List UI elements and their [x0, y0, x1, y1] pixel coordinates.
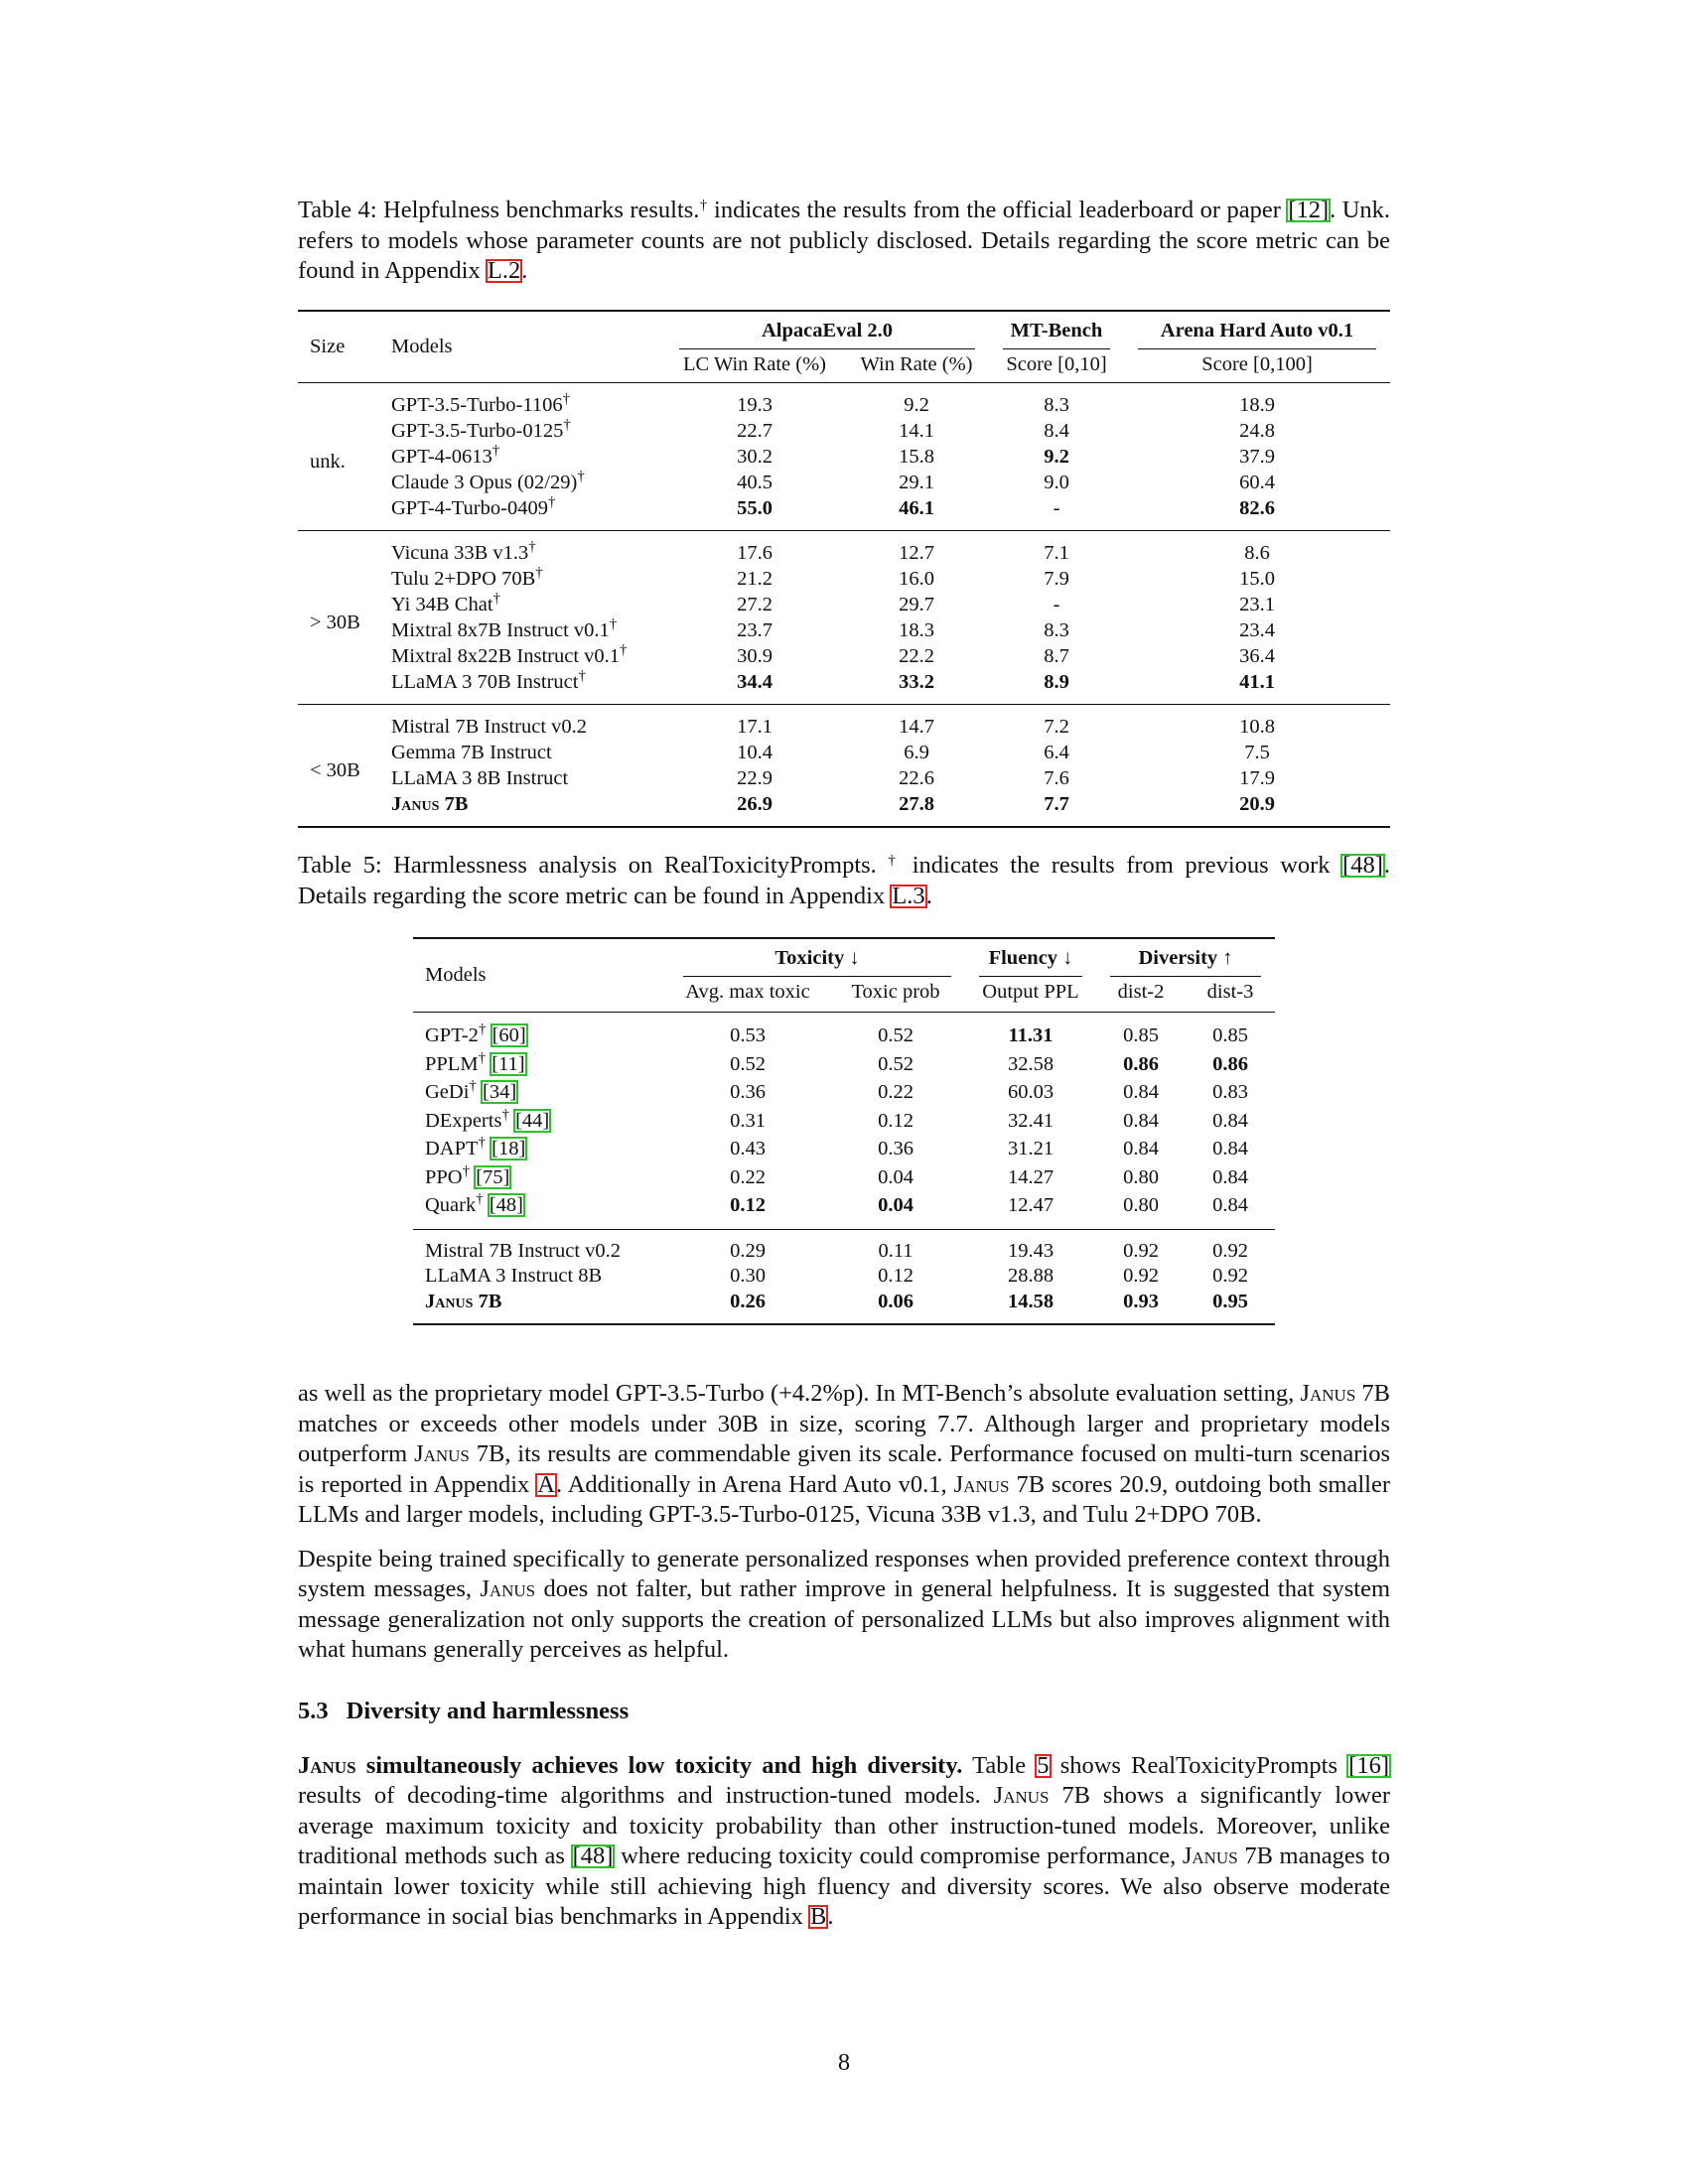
cell-avg: 0.30	[730, 1265, 766, 1287]
col-header-models: Models	[391, 336, 453, 357]
table-row	[298, 705, 1390, 741]
model-name: GeDi† [34]	[425, 1078, 517, 1103]
cell-avg: 0.29	[730, 1239, 766, 1262]
table-row	[298, 669, 1390, 705]
table-row	[298, 740, 1390, 765]
model-name: PPLM† [11]	[425, 1049, 525, 1075]
col-group-diversity: Diversity ↑	[1096, 938, 1275, 981]
table-row	[413, 1229, 1275, 1264]
table-row	[298, 566, 1390, 592]
cell-arena: 41.1	[1239, 671, 1275, 693]
cell-prob: 0.04	[878, 1165, 914, 1188]
table-row	[298, 495, 1390, 531]
cell-mt: 7.1	[1044, 542, 1069, 564]
model-name: Quark† [48]	[425, 1191, 524, 1216]
table-row	[413, 1191, 1275, 1229]
cell-prob: 0.04	[878, 1194, 914, 1216]
col-header-avg-max-toxic: Avg. max toxic	[685, 981, 810, 1003]
cell-d2: 0.85	[1123, 1024, 1159, 1046]
cell-win: 9.2	[904, 394, 929, 416]
cell-avg: 0.43	[730, 1138, 766, 1160]
cell-win: 22.2	[899, 645, 934, 667]
table-row	[413, 1078, 1275, 1107]
cell-arena: 10.8	[1239, 716, 1275, 738]
table-row	[298, 470, 1390, 495]
cell-d3: 0.86	[1212, 1052, 1248, 1075]
table-link[interactable]: 5	[1037, 1751, 1050, 1779]
cell-win: 46.1	[899, 497, 934, 519]
model-name: Mixtral 8x22B Instruct v0.1†	[391, 642, 628, 667]
cell-avg: 0.26	[730, 1290, 766, 1312]
cell-lc: 40.5	[737, 472, 773, 493]
table5-wrapper	[413, 937, 1275, 1325]
cell-arena: 23.1	[1239, 594, 1275, 615]
col-header-dist3: dist-3	[1206, 981, 1254, 1003]
table5-caption: Table 5: Harmlessness analysis on RealToxicityPrompts. † indicates the results from previous work [48]. Details regarding the score metric can be found in Appendix L.3.	[298, 852, 1391, 909]
citation-link[interactable]: [48]	[572, 1843, 614, 1869]
table-row	[298, 765, 1390, 791]
cell-win: 12.7	[899, 542, 934, 564]
cell-avg: 0.36	[730, 1081, 766, 1103]
cell-ppl: 31.21	[1007, 1138, 1055, 1160]
cell-lc: 17.6	[737, 542, 773, 564]
cell-win: 27.8	[899, 793, 934, 815]
cell-ppl: 14.58	[1007, 1290, 1055, 1312]
cell-ppl: 60.03	[1007, 1081, 1055, 1103]
col-group-fluency: Fluency ↓	[965, 938, 1096, 981]
cell-win: 6.9	[904, 742, 929, 763]
cell-avg: 0.22	[730, 1165, 766, 1188]
cell-d2: 0.84	[1123, 1109, 1159, 1132]
cell-prob: 0.12	[878, 1265, 914, 1287]
table4-caption-block	[298, 196, 1390, 287]
table4	[298, 310, 1390, 828]
col-header-win-rate: Win Rate (%)	[860, 353, 973, 375]
table-row	[298, 592, 1390, 617]
cell-lc: 30.2	[737, 446, 773, 468]
cell-arena: 60.4	[1239, 472, 1275, 493]
cell-ppl: 14.27	[1007, 1165, 1055, 1188]
cell-d3: 0.84	[1212, 1109, 1248, 1132]
appendix-link[interactable]: A	[537, 1470, 555, 1498]
cell-lc: 34.4	[737, 671, 773, 693]
cell-lc: 17.1	[737, 716, 773, 738]
model-name: Mixtral 8x7B Instruct v0.1†	[391, 616, 618, 641]
col-header-lc-win-rate: LC Win Rate (%)	[683, 353, 826, 375]
cell-d2: 0.80	[1123, 1194, 1159, 1216]
model-name: Tulu 2+DPO 70B†	[391, 565, 543, 590]
table-row	[298, 531, 1390, 567]
citation-link[interactable]: [16]	[1348, 1751, 1389, 1779]
model-name: GPT-3.5-Turbo-0125†	[391, 417, 571, 442]
col-header-mt-score: Score [0,10]	[1006, 353, 1107, 375]
cell-avg: 0.31	[730, 1109, 766, 1132]
cell-win: 29.7	[899, 594, 934, 615]
model-name: GPT-3.5-Turbo-1106†	[391, 391, 571, 416]
cell-d2: 0.84	[1123, 1081, 1159, 1103]
size-group-label: < 30B	[310, 758, 360, 781]
cell-mt: 8.3	[1044, 394, 1069, 416]
cell-d3: 0.92	[1212, 1265, 1248, 1287]
cell-d2: 0.92	[1123, 1265, 1159, 1287]
citation-link[interactable]: [12]	[1288, 197, 1330, 223]
table-row	[413, 1013, 1275, 1050]
page-number: 8	[837, 2049, 851, 2076]
model-name: GPT-2† [60]	[425, 1022, 526, 1046]
citation-link[interactable]: [60]	[492, 1024, 526, 1046]
model-name: GPT-4-0613†	[391, 443, 500, 468]
cell-prob: 0.52	[878, 1052, 914, 1075]
col-header-models: Models	[425, 964, 487, 986]
cell-lc: 10.4	[737, 742, 773, 763]
model-name: Janus 7B	[425, 1290, 502, 1312]
cell-lc: 21.2	[737, 568, 773, 590]
cell-win: 16.0	[899, 568, 934, 590]
table-row	[413, 1163, 1275, 1192]
cell-mt: 9.2	[1044, 446, 1069, 468]
model-name: Vicuna 33B v1.3†	[391, 539, 536, 564]
paragraph: Janus simultaneously achieves low toxicity and high diversity. Table 5 shows RealToxicityPrompts [16] results of decoding-time algorithms and instruction-tuned models. Janus 7B shows a significantly lower average maximum toxicity and toxicity probability than other instruction-tuned models. Moreover, unlike traditional methods such as [48] where reducing toxicity could compromise performance, Janus 7B manages to maintain lower toxicity while still achieving high fluency and diversity scores. We also observe moderate performance in social bias benchmarks in Appendix B.	[298, 1751, 1390, 1930]
cell-prob: 0.52	[878, 1024, 914, 1046]
cell-mt: 7.7	[1044, 793, 1069, 815]
table-row	[413, 1290, 1275, 1325]
cell-d3: 0.92	[1212, 1239, 1248, 1262]
table-row	[298, 791, 1390, 827]
cell-d2: 0.92	[1123, 1239, 1159, 1262]
cell-mt: 8.9	[1044, 671, 1069, 693]
cell-lc: 22.9	[737, 767, 773, 789]
model-name: LLaMA 3 Instruct 8B	[425, 1265, 603, 1287]
cell-avg: 0.53	[730, 1024, 766, 1046]
cell-prob: 0.36	[878, 1138, 914, 1160]
cell-win: 22.6	[899, 767, 934, 789]
cell-arena: 23.4	[1239, 619, 1275, 641]
cell-avg: 0.12	[730, 1194, 766, 1216]
table-row	[298, 444, 1390, 470]
cell-prob: 0.06	[878, 1290, 914, 1312]
model-name: Yi 34B Chat†	[391, 591, 501, 615]
paragraph: Despite being trained specifically to generate personalized responses when provided preference context through system messages, Janus does not falter, but rather improve in general helpfulness. It is suggested that system message generalization not only supports the creation of personalized LLMs but also improves alignment with what humans generally perceives as helpful.	[298, 1545, 1390, 1663]
model-name: PPO† [75]	[425, 1162, 510, 1188]
cell-d2: 0.93	[1123, 1290, 1159, 1312]
col-group-toxicity: Toxicity ↓	[669, 938, 965, 981]
cell-d3: 0.84	[1212, 1194, 1248, 1216]
cell-mt: 7.6	[1044, 767, 1069, 789]
cell-mt: 7.2	[1044, 716, 1069, 738]
col-header-size: Size	[310, 336, 346, 357]
cell-d3: 0.84	[1212, 1165, 1248, 1188]
cell-mt: 8.3	[1044, 619, 1069, 641]
cell-mt: -	[1053, 497, 1060, 519]
cell-arena: 7.5	[1244, 742, 1270, 763]
col-header-dist2: dist-2	[1117, 981, 1165, 1003]
table4-wrapper	[298, 310, 1390, 828]
table4-caption: Table 4: Helpfulness benchmarks results.† indicates the results from the official leaderboard or paper [12]. Unk. refers to models whose parameter counts are not publicly disclosed. Details regarding the score metric can be found in Appendix L.2.	[298, 197, 1391, 284]
cell-arena: 36.4	[1239, 645, 1275, 667]
cell-lc: 30.9	[737, 645, 773, 667]
cell-win: 15.8	[899, 446, 934, 468]
col-group-alpacaeval: AlpacaEval 2.0	[665, 311, 989, 353]
cell-win: 18.3	[899, 619, 934, 641]
table-row	[413, 1135, 1275, 1163]
cell-avg: 0.52	[730, 1052, 766, 1075]
table-row	[298, 643, 1390, 669]
cell-prob: 0.11	[878, 1239, 914, 1262]
cell-ppl: 32.58	[1007, 1052, 1055, 1075]
cell-win: 14.1	[899, 420, 934, 442]
cell-mt: 9.0	[1044, 472, 1069, 493]
model-name: Mistral 7B Instruct v0.2	[391, 716, 588, 738]
cell-ppl: 11.31	[1008, 1024, 1054, 1046]
cell-lc: 26.9	[737, 793, 773, 815]
size-group-label: > 30B	[310, 611, 360, 633]
citation-link[interactable]: [44]	[515, 1109, 550, 1132]
cell-ppl: 28.88	[1007, 1265, 1055, 1287]
body-text	[298, 1379, 1390, 1933]
table5-caption-block	[298, 851, 1390, 911]
cell-arena: 15.0	[1239, 568, 1275, 590]
size-group-label: unk.	[310, 450, 346, 473]
citation-link[interactable]: [75]	[476, 1165, 510, 1188]
cell-arena: 37.9	[1239, 446, 1275, 468]
cell-win: 33.2	[899, 671, 934, 693]
model-name: DAPT† [18]	[425, 1135, 526, 1160]
table-row	[413, 1050, 1275, 1079]
model-name: DExperts† [44]	[425, 1106, 550, 1132]
cell-arena: 82.6	[1239, 497, 1275, 519]
col-header-arena-score: Score [0,100]	[1201, 353, 1313, 375]
cell-arena: 20.9	[1239, 793, 1275, 815]
citation-link[interactable]: [48]	[1342, 852, 1383, 879]
cell-lc: 23.7	[737, 619, 773, 641]
cell-d2: 0.84	[1123, 1138, 1159, 1160]
cell-ppl: 32.41	[1007, 1109, 1055, 1132]
cell-arena: 17.9	[1239, 767, 1275, 789]
model-name: Claude 3 Opus (02/29)†	[391, 469, 585, 493]
citation-link[interactable]: [11]	[492, 1052, 525, 1075]
model-name: Janus 7B	[391, 793, 469, 815]
table-row	[413, 1107, 1275, 1136]
cell-lc: 55.0	[737, 497, 773, 519]
table-row	[298, 617, 1390, 643]
cell-arena: 8.6	[1244, 542, 1270, 564]
table-row	[413, 1264, 1275, 1290]
cell-ppl: 12.47	[1007, 1194, 1055, 1216]
cell-d2: 0.80	[1123, 1165, 1159, 1188]
appendix-link[interactable]: B	[810, 1903, 827, 1930]
cell-lc: 27.2	[737, 594, 773, 615]
col-header-toxic-prob: Toxic prob	[851, 981, 940, 1003]
table-row	[298, 418, 1390, 444]
cell-arena: 18.9	[1239, 394, 1275, 416]
cell-win: 14.7	[899, 716, 934, 738]
cell-d3: 0.84	[1212, 1138, 1248, 1160]
citation-link[interactable]: [48]	[489, 1194, 524, 1216]
citation-link[interactable]: [18]	[492, 1138, 526, 1160]
col-header-output-ppl: Output PPL	[982, 981, 1079, 1003]
cell-prob: 0.12	[878, 1109, 914, 1132]
appendix-link[interactable]: L.3	[892, 882, 925, 909]
col-group-arena: Arena Hard Auto v0.1	[1124, 311, 1390, 353]
citation-link[interactable]: [34]	[483, 1081, 517, 1103]
cell-mt: -	[1053, 594, 1060, 615]
cell-d3: 0.95	[1212, 1290, 1248, 1312]
model-name: Mistral 7B Instruct v0.2	[425, 1239, 622, 1262]
cell-mt: 8.7	[1044, 645, 1069, 667]
cell-win: 29.1	[899, 472, 934, 493]
model-name: LLaMA 3 70B Instruct†	[391, 668, 586, 693]
cell-mt: 6.4	[1044, 742, 1069, 763]
cell-lc: 22.7	[737, 420, 773, 442]
cell-mt: 7.9	[1044, 568, 1069, 590]
appendix-link[interactable]: L.2	[487, 257, 521, 284]
table5	[413, 937, 1275, 1325]
cell-d3: 0.85	[1212, 1024, 1248, 1046]
cell-mt: 8.4	[1044, 420, 1069, 442]
col-group-mtbench: MT-Bench	[989, 311, 1124, 353]
cell-lc: 19.3	[737, 394, 773, 416]
cell-ppl: 19.43	[1007, 1239, 1055, 1262]
cell-d3: 0.83	[1212, 1081, 1248, 1103]
cell-prob: 0.22	[878, 1081, 914, 1103]
section-heading: 5.3 Diversity and harmlessness	[298, 1697, 630, 1724]
model-name: LLaMA 3 8B Instruct	[391, 767, 569, 789]
table-row	[298, 383, 1390, 419]
model-name: GPT-4-Turbo-0409†	[391, 494, 556, 519]
model-name: Gemma 7B Instruct	[391, 742, 552, 763]
cell-arena: 24.8	[1239, 420, 1275, 442]
paragraph: as well as the proprietary model GPT-3.5-Turbo (+4.2%p). In MT-Bench’s absolute evaluation setting, Janus 7B matches or exceeds other models under 30B in size, scoring 7.7. Although larger and proprietary models outperform Janus 7B, its results are commendable given its scale. Performance focused on multi-turn scenarios is reported in Appendix A. Additionally in Arena Hard Auto v0.1, Janus 7B scores 20.9, outdoing both smaller LLMs and larger models, including GPT-3.5-Turbo-0125, Vicuna 33B v1.3, and Tulu 2+DPO 70B.	[298, 1380, 1391, 1528]
cell-d2: 0.86	[1123, 1052, 1159, 1075]
